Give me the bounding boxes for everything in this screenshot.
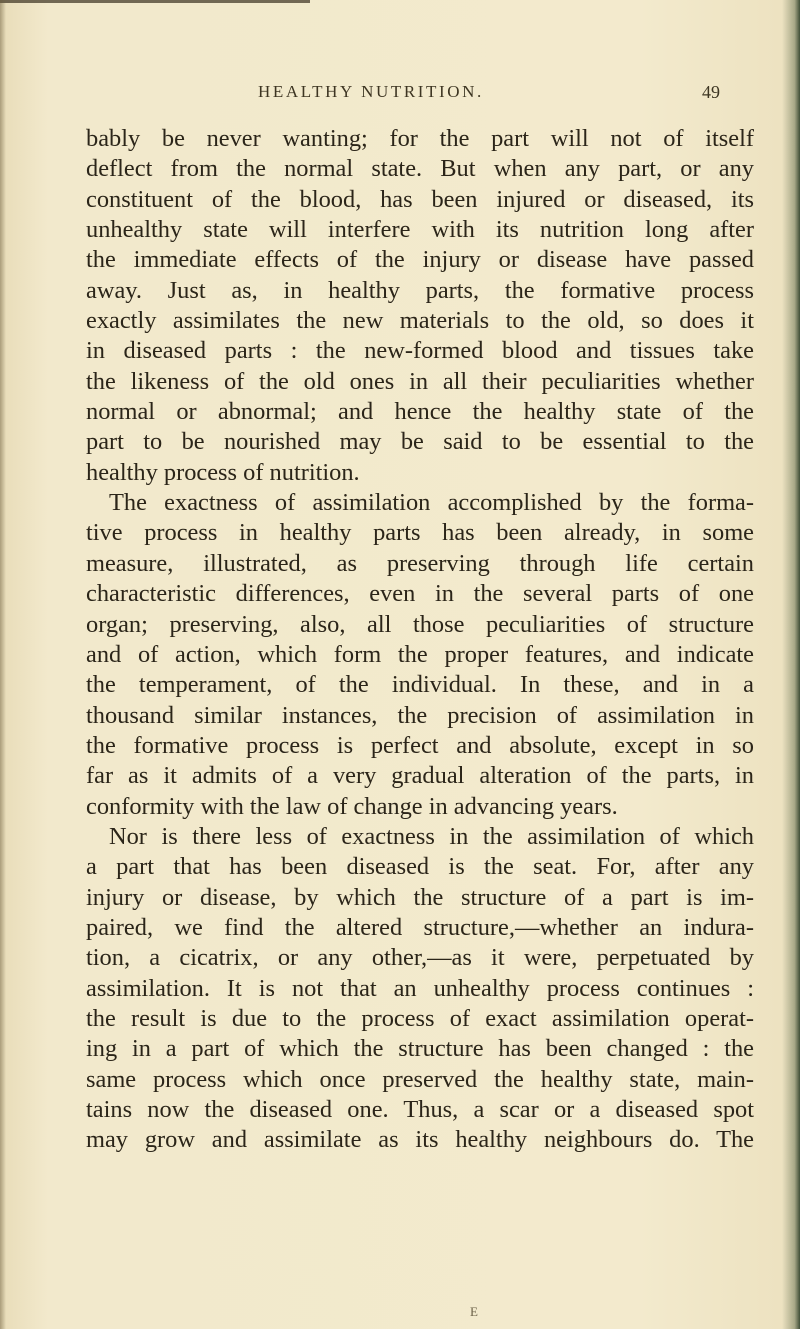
paragraph-start-line: The exactness of assimilation accomplished by the forma- <box>109 489 754 517</box>
text-line: a part that has been diseased is the seat. For, after any <box>86 853 754 881</box>
text-line: unhealthy state will interfere with its nutrition long after <box>86 216 754 244</box>
text-line: the formative process is perfect and absolute, except in so <box>86 731 754 759</box>
text-line: away. Just as, in healthy parts, the formative process <box>86 276 754 304</box>
text-line: may grow and assimilate as its healthy neighbours do. The <box>86 1126 754 1154</box>
text-line: paired, we find the altered structure,—whether an indura- <box>86 913 754 941</box>
signature-mark: E <box>470 1304 478 1319</box>
text-line: exactly assimilates the new materials to the old, so does it <box>86 307 754 335</box>
text-line: assimilation. It is not that an unhealthy process continues : <box>86 974 754 1002</box>
text-line: tive process in healthy parts has been already, in some <box>86 519 754 547</box>
running-title: HEALTHY NUTRITION. <box>258 82 484 101</box>
text-line: the likeness of the old ones in all their peculiarities whether <box>86 367 754 395</box>
text-line: normal or abnormal; and hence the healthy state of the <box>86 398 754 426</box>
running-head <box>0 82 800 108</box>
text-line: thousand similar instances, the precision of assimilation in <box>86 701 754 729</box>
text-line: in diseased parts : the new-formed blood and tissues take <box>86 337 754 365</box>
gutter-shadow <box>0 0 6 1329</box>
text-line: the temperament, of the individual. In these, and in a <box>86 671 754 699</box>
text-line: far as it admits of a very gradual alteration of the parts, in <box>86 762 754 790</box>
top-rule <box>0 0 310 3</box>
paragraph-start-line: Nor is there less of exactness in the assimilation of which <box>109 822 754 850</box>
text-line: bably be never wanting; for the part will not of itself <box>86 125 754 152</box>
text-line: and of action, which form the proper features, and indicate <box>86 640 754 668</box>
page-number: 49 <box>702 82 720 102</box>
text-line: the immediate effects of the injury or disease have passed <box>86 246 754 274</box>
text-line: ing in a part of which the structure has been changed : the <box>86 1035 754 1063</box>
text-line: organ; preserving, also, all those peculiarities of structure <box>86 610 754 638</box>
text-line: deflect from the normal state. But when any part, or any <box>86 155 754 183</box>
text-line: part to be nourished may be said to be essential to the <box>86 428 754 456</box>
body-text <box>86 124 754 1156</box>
text-line: constituent of the blood, has been injured or diseased, its <box>86 185 754 213</box>
paragraph-end-line: conformity with the law of change in advancing years. <box>86 792 618 820</box>
text-line: measure, illustrated, as preserving through life certain <box>86 549 754 577</box>
text-line: injury or disease, by which the structure of a part is im- <box>86 883 754 911</box>
text-line: tains now the diseased one. Thus, a scar or a diseased spot <box>86 1096 754 1123</box>
text-line: characteristic differences, even in the several parts of one <box>86 580 754 608</box>
paragraph-end-line: healthy process of nutrition. <box>86 458 360 486</box>
page-edge <box>782 0 800 1329</box>
text-line: same process which once preserved the healthy state, main- <box>86 1065 754 1093</box>
text-line: the result is due to the process of exact assimilation operat- <box>86 1004 754 1032</box>
text-line: tion, a cicatrix, or any other,—as it were, perpetuated by <box>86 944 754 972</box>
